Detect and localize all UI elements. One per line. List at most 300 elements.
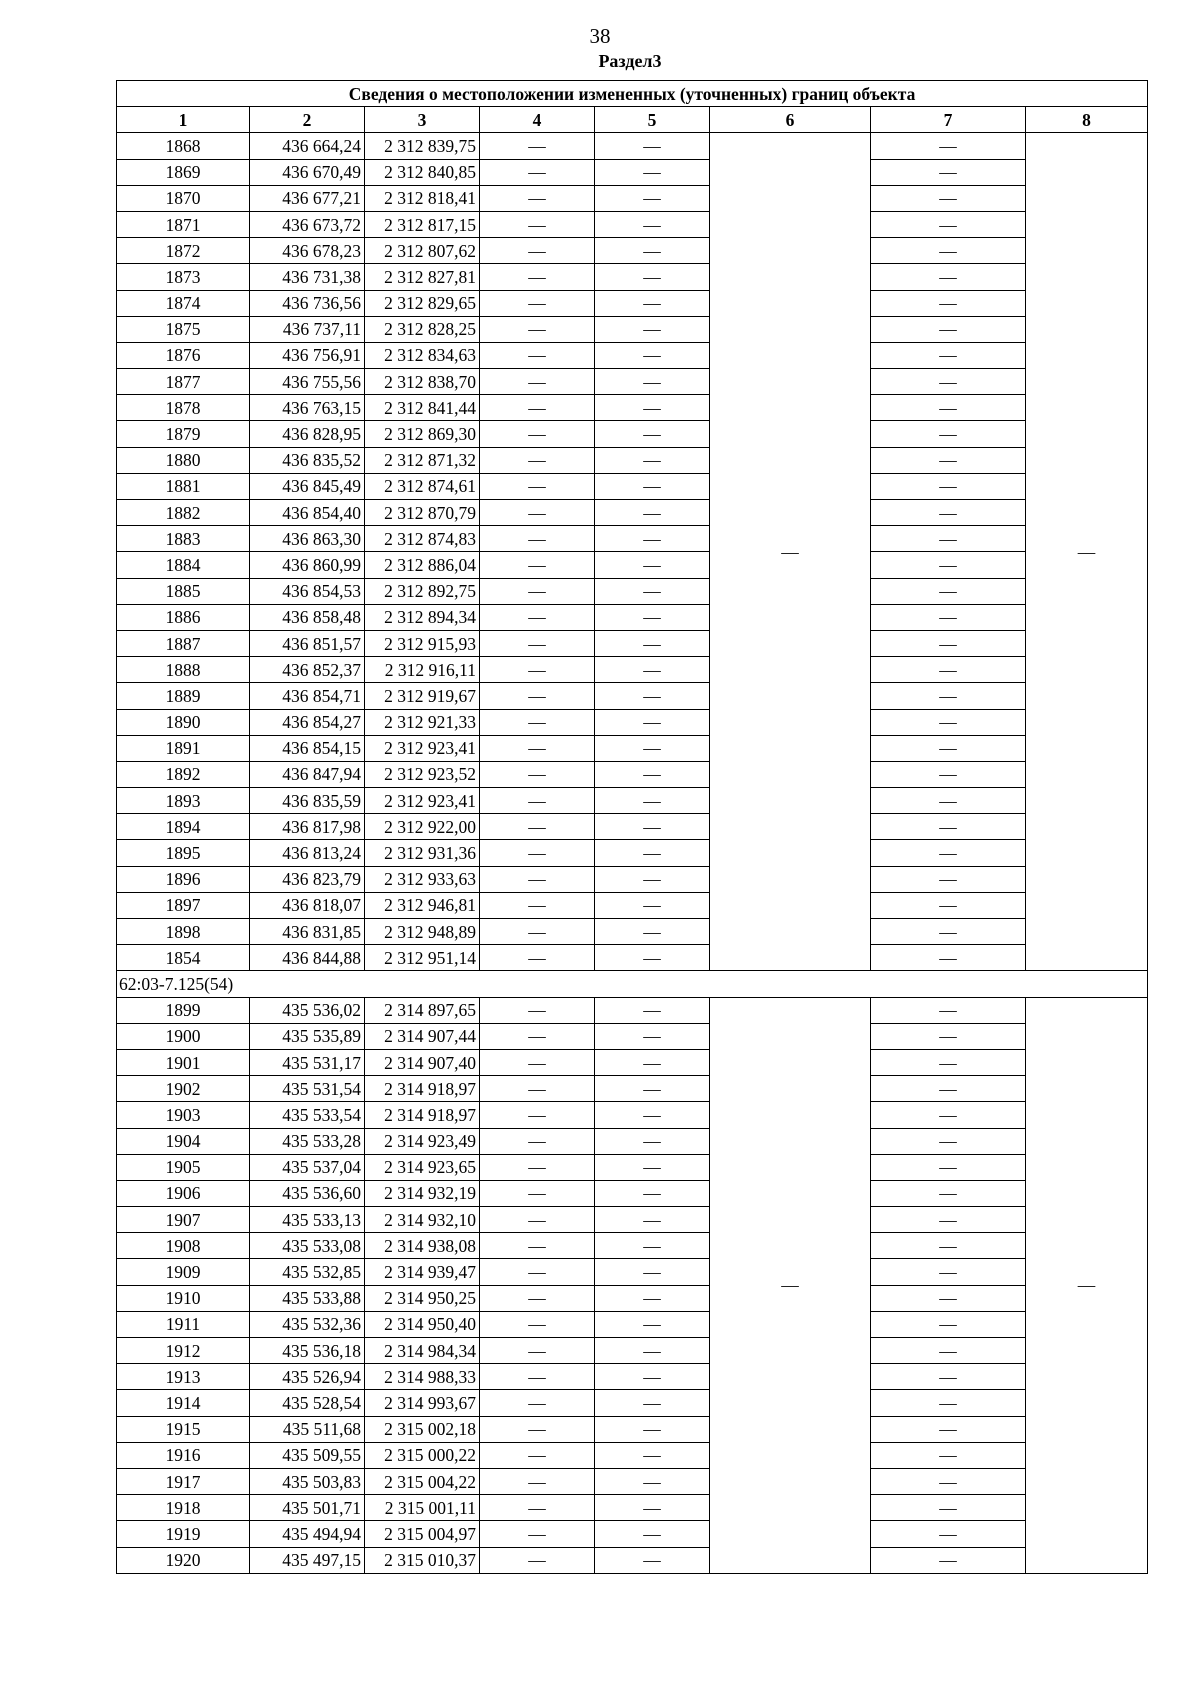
table-row — [117, 159, 1148, 185]
table-caption-row — [117, 81, 1148, 107]
column-5-cell: — — [595, 447, 710, 473]
point-number-cell: 1884 — [117, 552, 250, 578]
table-row — [117, 552, 1148, 578]
point-number-cell: 1915 — [117, 1416, 250, 1442]
point-number-cell: 1918 — [117, 1495, 250, 1521]
point-number-cell: 1909 — [117, 1259, 250, 1285]
coordinate-y-cell: 2 312 817,15 — [365, 211, 480, 237]
point-number-cell: 1920 — [117, 1547, 250, 1573]
table-row — [117, 604, 1148, 630]
table-row — [117, 683, 1148, 709]
point-number-cell: 1889 — [117, 683, 250, 709]
coordinate-x-cell: 436 851,57 — [250, 630, 365, 656]
coordinate-x-cell: 436 858,48 — [250, 604, 365, 630]
column-4-cell: — — [480, 919, 595, 945]
column-4-cell: — — [480, 945, 595, 971]
table-row — [117, 1154, 1148, 1180]
coordinate-x-cell: 436 736,56 — [250, 290, 365, 316]
coordinate-y-cell: 2 312 946,81 — [365, 892, 480, 918]
point-number-cell: 1916 — [117, 1442, 250, 1468]
column-5-cell: — — [595, 604, 710, 630]
table-row — [117, 788, 1148, 814]
coordinate-y-cell: 2 312 870,79 — [365, 500, 480, 526]
page-number: 38 — [589, 24, 611, 48]
column-7-cell: — — [871, 1390, 1026, 1416]
coordinate-y-cell: 2 312 892,75 — [365, 578, 480, 604]
column-4-cell: — — [480, 1390, 595, 1416]
coordinate-y-cell: 2 312 915,93 — [365, 630, 480, 656]
column-4-cell: — — [480, 211, 595, 237]
column-4-cell: — — [480, 1495, 595, 1521]
coordinate-y-cell: 2 312 948,89 — [365, 919, 480, 945]
coordinate-x-cell: 436 854,71 — [250, 683, 365, 709]
column-4-cell: — — [480, 1416, 595, 1442]
coordinate-x-cell: 436 670,49 — [250, 159, 365, 185]
coordinate-y-cell: 2 312 933,63 — [365, 866, 480, 892]
column-5-cell: — — [595, 1416, 710, 1442]
column-7-cell: — — [871, 735, 1026, 761]
table-row — [117, 133, 1148, 159]
column-5-cell: — — [595, 1547, 710, 1573]
coordinate-y-cell: 2 312 828,25 — [365, 316, 480, 342]
column-5-cell: — — [595, 526, 710, 552]
column-header: 5 — [595, 107, 710, 133]
point-number-cell: 1882 — [117, 500, 250, 526]
coordinate-x-cell: 435 501,71 — [250, 1495, 365, 1521]
coordinate-y-cell: 2 312 874,83 — [365, 526, 480, 552]
coordinate-x-cell: 436 852,37 — [250, 657, 365, 683]
column-4-cell: — — [480, 997, 595, 1023]
point-number-cell: 1913 — [117, 1364, 250, 1390]
coordinate-y-cell: 2 312 840,85 — [365, 159, 480, 185]
table-row — [117, 1364, 1148, 1390]
coordinate-y-cell: 2 315 002,18 — [365, 1416, 480, 1442]
table-row — [117, 919, 1148, 945]
coordinate-y-cell: 2 314 932,19 — [365, 1180, 480, 1206]
coordinate-x-cell: 436 823,79 — [250, 866, 365, 892]
column-7-cell: — — [871, 421, 1026, 447]
table-row — [117, 211, 1148, 237]
column-7-cell: — — [871, 604, 1026, 630]
column-4-cell: — — [480, 395, 595, 421]
column-4-cell: — — [480, 1207, 595, 1233]
coordinate-x-cell: 435 532,85 — [250, 1259, 365, 1285]
column-7-cell: — — [871, 1102, 1026, 1128]
table-row — [117, 500, 1148, 526]
coordinate-y-cell: 2 312 839,75 — [365, 133, 480, 159]
point-number-cell: 1880 — [117, 447, 250, 473]
column-7-cell: — — [871, 997, 1026, 1023]
table-row — [117, 1442, 1148, 1468]
coordinate-y-cell: 2 312 919,67 — [365, 683, 480, 709]
table-row — [117, 1285, 1148, 1311]
object-label-row — [117, 971, 1148, 997]
point-number-cell: 1883 — [117, 526, 250, 552]
column-4-cell: — — [480, 735, 595, 761]
table-row — [117, 1390, 1148, 1416]
coordinate-x-cell: 436 817,98 — [250, 814, 365, 840]
column-5-cell: — — [595, 683, 710, 709]
column-7-cell: — — [871, 133, 1026, 159]
column-4-cell: — — [480, 1102, 595, 1128]
coordinate-y-cell: 2 314 897,65 — [365, 997, 480, 1023]
column-header: 7 — [871, 107, 1026, 133]
point-number-cell: 1886 — [117, 604, 250, 630]
coordinate-x-cell: 435 526,94 — [250, 1364, 365, 1390]
column-7-cell: — — [871, 761, 1026, 787]
point-number-cell: 1904 — [117, 1128, 250, 1154]
column-7-cell: — — [871, 290, 1026, 316]
column-7-cell: — — [871, 578, 1026, 604]
column-4-cell: — — [480, 421, 595, 447]
point-number-cell: 1870 — [117, 185, 250, 211]
coordinate-x-cell: 435 531,17 — [250, 1049, 365, 1075]
column-header: 6 — [710, 107, 871, 133]
column-4-cell: — — [480, 369, 595, 395]
column-7-cell: — — [871, 1468, 1026, 1494]
point-number-cell: 1898 — [117, 919, 250, 945]
coordinate-y-cell: 2 312 923,52 — [365, 761, 480, 787]
column-4-cell: — — [480, 552, 595, 578]
point-number-cell: 1877 — [117, 369, 250, 395]
column-4-cell: — — [480, 238, 595, 264]
table-row — [117, 421, 1148, 447]
coordinate-x-cell: 435 537,04 — [250, 1154, 365, 1180]
coordinate-y-cell: 2 312 874,61 — [365, 473, 480, 499]
column-5-cell: — — [595, 342, 710, 368]
table-row — [117, 892, 1148, 918]
table-row — [117, 290, 1148, 316]
column-5-cell: — — [595, 840, 710, 866]
column-7-cell: — — [871, 630, 1026, 656]
point-number-cell: 1871 — [117, 211, 250, 237]
column-header: 1 — [117, 107, 250, 133]
coordinate-y-cell: 2 314 993,67 — [365, 1390, 480, 1416]
coordinate-y-cell: 2 314 918,97 — [365, 1076, 480, 1102]
column-4-cell: — — [480, 500, 595, 526]
column-7-cell: — — [871, 1076, 1026, 1102]
column-header: 2 — [250, 107, 365, 133]
column-5-cell: — — [595, 761, 710, 787]
coordinate-y-cell: 2 314 938,08 — [365, 1233, 480, 1259]
coordinate-y-cell: 2 312 894,34 — [365, 604, 480, 630]
coordinate-y-cell: 2 312 841,44 — [365, 395, 480, 421]
coordinate-y-cell: 2 312 838,70 — [365, 369, 480, 395]
column-5-cell: — — [595, 1180, 710, 1206]
column-7-cell: — — [871, 1547, 1026, 1573]
column-7-cell: — — [871, 1521, 1026, 1547]
column-7-cell: — — [871, 369, 1026, 395]
column-5-cell: — — [595, 1495, 710, 1521]
column-4-cell: — — [480, 683, 595, 709]
column-5-cell: — — [595, 997, 710, 1023]
column-4-cell: — — [480, 892, 595, 918]
table-row — [117, 1233, 1148, 1259]
column-7-cell: — — [871, 1180, 1026, 1206]
coordinate-x-cell: 435 533,08 — [250, 1233, 365, 1259]
column-header: 8 — [1026, 107, 1148, 133]
column-5-cell: — — [595, 1285, 710, 1311]
coordinate-y-cell: 2 314 950,25 — [365, 1285, 480, 1311]
column-5-cell: — — [595, 1521, 710, 1547]
point-number-cell: 1901 — [117, 1049, 250, 1075]
coordinate-x-cell: 436 854,40 — [250, 500, 365, 526]
coordinate-y-cell: 2 314 918,97 — [365, 1102, 480, 1128]
coordinate-x-cell: 436 756,91 — [250, 342, 365, 368]
point-number-cell: 1902 — [117, 1076, 250, 1102]
coordinate-y-cell: 2 314 923,49 — [365, 1128, 480, 1154]
table-row — [117, 1076, 1148, 1102]
column-4-cell: — — [480, 342, 595, 368]
coordinate-x-cell: 436 831,85 — [250, 919, 365, 945]
table-row — [117, 1259, 1148, 1285]
column-5-cell: — — [595, 369, 710, 395]
column-5-cell: — — [595, 1154, 710, 1180]
point-number-cell: 1891 — [117, 735, 250, 761]
coordinate-x-cell: 435 494,94 — [250, 1521, 365, 1547]
coordinate-y-cell: 2 315 001,11 — [365, 1495, 480, 1521]
coordinate-x-cell: 436 854,27 — [250, 709, 365, 735]
column-5-cell: — — [595, 1311, 710, 1337]
table-row — [117, 526, 1148, 552]
table-row — [117, 578, 1148, 604]
coordinate-y-cell: 2 315 010,37 — [365, 1547, 480, 1573]
point-number-cell: 1893 — [117, 788, 250, 814]
table-row — [117, 1102, 1148, 1128]
column-5-cell: — — [595, 238, 710, 264]
column-5-cell: — — [595, 578, 710, 604]
coordinate-y-cell: 2 314 939,47 — [365, 1259, 480, 1285]
coordinate-x-cell: 435 531,54 — [250, 1076, 365, 1102]
point-number-cell: 1897 — [117, 892, 250, 918]
point-number-cell: 1908 — [117, 1233, 250, 1259]
coordinate-x-cell: 435 528,54 — [250, 1390, 365, 1416]
column-7-cell: — — [871, 211, 1026, 237]
section-title: Раздел3 — [598, 51, 662, 71]
table-row — [117, 866, 1148, 892]
column-4-cell: — — [480, 1442, 595, 1468]
coordinate-y-cell: 2 312 829,65 — [365, 290, 480, 316]
point-number-cell: 1887 — [117, 630, 250, 656]
table-row — [117, 1049, 1148, 1075]
table-row — [117, 945, 1148, 971]
point-number-cell: 1910 — [117, 1285, 250, 1311]
column-7-cell: — — [871, 892, 1026, 918]
coordinate-x-cell: 436 664,24 — [250, 133, 365, 159]
point-number-cell: 1878 — [117, 395, 250, 421]
column-4-cell: — — [480, 473, 595, 499]
table-row — [117, 342, 1148, 368]
column-5-cell: — — [595, 290, 710, 316]
column-7-cell: — — [871, 1285, 1026, 1311]
column-5-cell: — — [595, 1338, 710, 1364]
table-row — [117, 1468, 1148, 1494]
column-7-cell: — — [871, 1416, 1026, 1442]
point-number-cell: 1879 — [117, 421, 250, 447]
point-number-cell: 1900 — [117, 1023, 250, 1049]
column-6-merged-cell: — — [710, 133, 871, 971]
coordinate-x-cell: 436 755,56 — [250, 369, 365, 395]
table-row — [117, 316, 1148, 342]
column-7-cell: — — [871, 342, 1026, 368]
column-7-cell: — — [871, 1364, 1026, 1390]
point-number-cell: 1875 — [117, 316, 250, 342]
table-row — [117, 840, 1148, 866]
column-4-cell: — — [480, 1049, 595, 1075]
coordinate-x-cell: 436 737,11 — [250, 316, 365, 342]
point-number-cell: 1894 — [117, 814, 250, 840]
column-7-cell: — — [871, 395, 1026, 421]
column-7-cell: — — [871, 945, 1026, 971]
point-number-cell: 1903 — [117, 1102, 250, 1128]
point-number-cell: 1912 — [117, 1338, 250, 1364]
column-5-cell: — — [595, 1364, 710, 1390]
column-4-cell: — — [480, 447, 595, 473]
column-5-cell: — — [595, 814, 710, 840]
table-body — [117, 81, 1148, 1574]
coordinate-x-cell: 436 863,30 — [250, 526, 365, 552]
coordinate-x-cell: 436 763,15 — [250, 395, 365, 421]
column-4-cell: — — [480, 657, 595, 683]
column-4-cell: — — [480, 578, 595, 604]
column-4-cell: — — [480, 1285, 595, 1311]
column-5-cell: — — [595, 1207, 710, 1233]
column-5-cell: — — [595, 1049, 710, 1075]
column-4-cell: — — [480, 1233, 595, 1259]
coordinate-y-cell: 2 312 834,63 — [365, 342, 480, 368]
coordinate-y-cell: 2 315 004,97 — [365, 1521, 480, 1547]
column-4-cell: — — [480, 1154, 595, 1180]
column-5-cell: — — [595, 395, 710, 421]
table-row — [117, 1128, 1148, 1154]
coordinate-y-cell: 2 314 923,65 — [365, 1154, 480, 1180]
column-7-cell: — — [871, 1023, 1026, 1049]
coordinate-x-cell: 436 854,53 — [250, 578, 365, 604]
coordinate-y-cell: 2 314 950,40 — [365, 1311, 480, 1337]
table-row — [117, 761, 1148, 787]
column-5-cell: — — [595, 788, 710, 814]
point-number-cell: 1868 — [117, 133, 250, 159]
coordinate-y-cell: 2 312 931,36 — [365, 840, 480, 866]
table-row — [117, 814, 1148, 840]
column-4-cell: — — [480, 1311, 595, 1337]
table-row — [117, 1521, 1148, 1547]
coordinate-x-cell: 436 813,24 — [250, 840, 365, 866]
column-5-cell: — — [595, 1076, 710, 1102]
column-4-cell: — — [480, 264, 595, 290]
point-number-cell: 1885 — [117, 578, 250, 604]
point-number-cell: 1881 — [117, 473, 250, 499]
coordinate-x-cell: 435 536,60 — [250, 1180, 365, 1206]
coordinate-x-cell: 436 835,59 — [250, 788, 365, 814]
column-7-cell: — — [871, 1495, 1026, 1521]
column-5-cell: — — [595, 1102, 710, 1128]
column-5-cell: — — [595, 473, 710, 499]
column-5-cell: — — [595, 133, 710, 159]
table-caption: Сведения о местоположении измененных (уточненных) границ объекта — [117, 81, 1148, 107]
column-4-cell: — — [480, 866, 595, 892]
column-7-cell: — — [871, 1338, 1026, 1364]
table-row — [117, 1311, 1148, 1337]
column-5-cell: — — [595, 1442, 710, 1468]
point-number-cell: 1914 — [117, 1390, 250, 1416]
table-row — [117, 369, 1148, 395]
table-row — [117, 238, 1148, 264]
coordinate-y-cell: 2 315 004,22 — [365, 1468, 480, 1494]
column-header: 3 — [365, 107, 480, 133]
table-header-row — [117, 107, 1148, 133]
coordinate-x-cell: 436 673,72 — [250, 211, 365, 237]
coordinate-y-cell: 2 314 907,40 — [365, 1049, 480, 1075]
coordinate-y-cell: 2 314 988,33 — [365, 1364, 480, 1390]
column-4-cell: — — [480, 840, 595, 866]
column-7-cell: — — [871, 1442, 1026, 1468]
column-5-cell: — — [595, 1023, 710, 1049]
column-7-cell: — — [871, 473, 1026, 499]
coordinate-y-cell: 2 312 886,04 — [365, 552, 480, 578]
column-7-cell: — — [871, 159, 1026, 185]
column-7-cell: — — [871, 264, 1026, 290]
column-4-cell: — — [480, 1076, 595, 1102]
table-row — [117, 709, 1148, 735]
coordinate-x-cell: 435 536,18 — [250, 1338, 365, 1364]
coordinate-y-cell: 2 312 921,33 — [365, 709, 480, 735]
coordinate-y-cell: 2 315 000,22 — [365, 1442, 480, 1468]
coordinate-x-cell: 436 854,15 — [250, 735, 365, 761]
point-number-cell: 1874 — [117, 290, 250, 316]
column-4-cell: — — [480, 1023, 595, 1049]
column-5-cell: — — [595, 1233, 710, 1259]
table-row — [117, 395, 1148, 421]
coordinate-y-cell: 2 314 907,44 — [365, 1023, 480, 1049]
column-4-cell: — — [480, 788, 595, 814]
point-number-cell: 1876 — [117, 342, 250, 368]
column-5-cell: — — [595, 735, 710, 761]
coordinate-y-cell: 2 312 871,32 — [365, 447, 480, 473]
point-number-cell: 1873 — [117, 264, 250, 290]
coordinate-y-cell: 2 312 923,41 — [365, 788, 480, 814]
column-4-cell: — — [480, 133, 595, 159]
column-4-cell: — — [480, 1128, 595, 1154]
column-4-cell: — — [480, 1521, 595, 1547]
coordinate-y-cell: 2 312 923,41 — [365, 735, 480, 761]
point-number-cell: 1905 — [117, 1154, 250, 1180]
column-7-cell: — — [871, 1128, 1026, 1154]
column-4-cell: — — [480, 1259, 595, 1285]
table-row — [117, 1495, 1148, 1521]
column-6-merged-cell: — — [710, 997, 871, 1573]
coordinate-x-cell: 435 533,13 — [250, 1207, 365, 1233]
point-number-cell: 1892 — [117, 761, 250, 787]
coordinate-x-cell: 436 847,94 — [250, 761, 365, 787]
table-row — [117, 185, 1148, 211]
point-number-cell: 1911 — [117, 1311, 250, 1337]
column-7-cell: — — [871, 709, 1026, 735]
column-5-cell: — — [595, 159, 710, 185]
column-5-cell: — — [595, 316, 710, 342]
column-4-cell: — — [480, 1180, 595, 1206]
table-row — [117, 447, 1148, 473]
table-row — [117, 997, 1148, 1023]
column-7-cell: — — [871, 185, 1026, 211]
point-number-cell: 1895 — [117, 840, 250, 866]
point-number-cell: 1917 — [117, 1468, 250, 1494]
column-4-cell: — — [480, 316, 595, 342]
coordinate-y-cell: 2 314 932,10 — [365, 1207, 480, 1233]
column-4-cell: — — [480, 185, 595, 211]
column-4-cell: — — [480, 709, 595, 735]
column-5-cell: — — [595, 211, 710, 237]
